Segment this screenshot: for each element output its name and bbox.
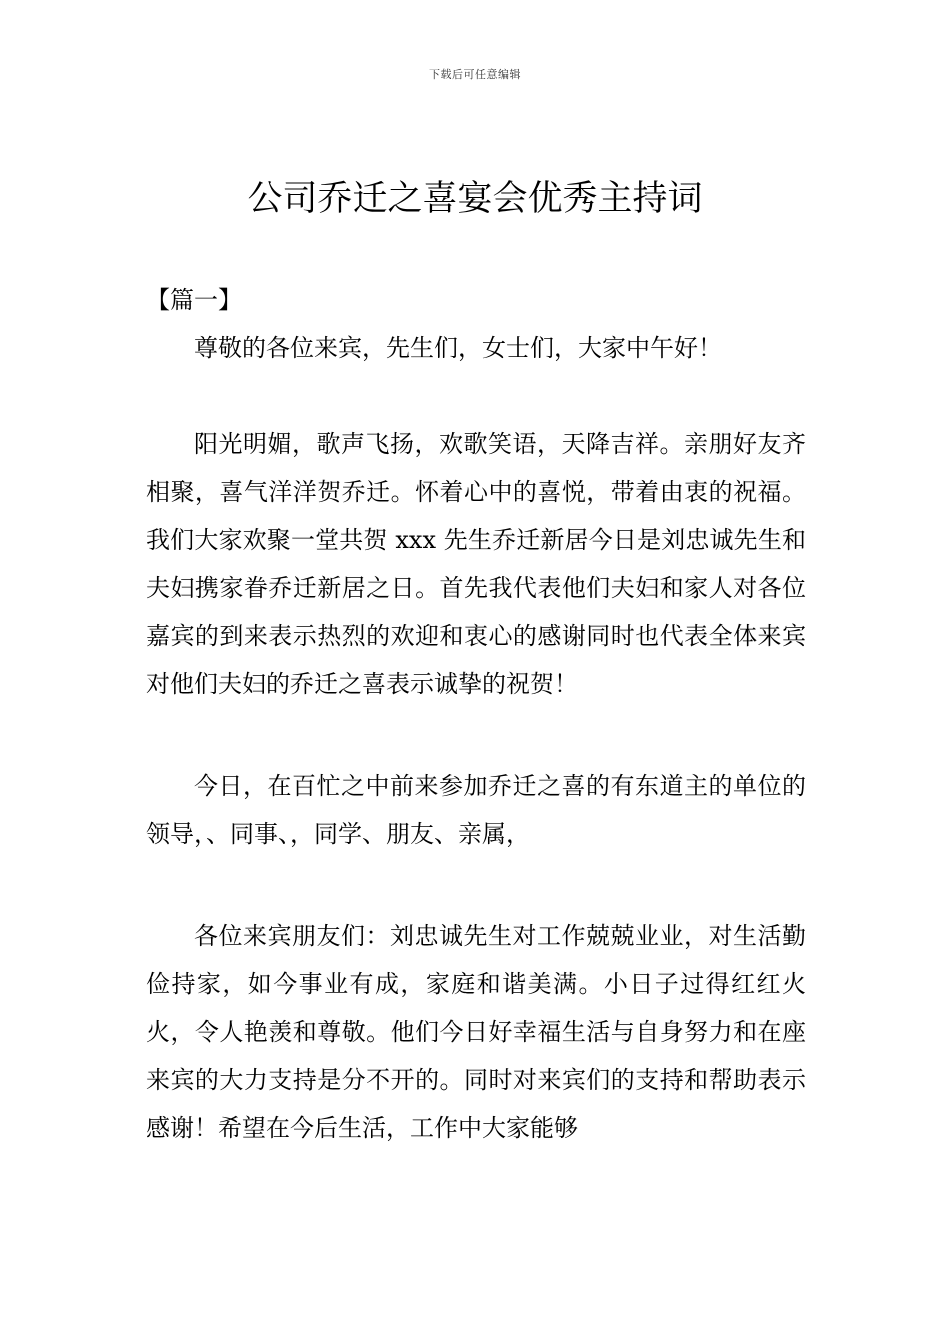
paragraph-attendees: 今日，在百忙之中前来参加乔迁之喜的有东道主的单位的领导，、同事、，同学、朋友、亲属，	[146, 772, 806, 848]
document-body	[146, 276, 806, 1152]
paragraph-greeting: 尊敬的各位来宾，先生们，女士们，大家中午好！	[194, 334, 722, 362]
paragraph-opening: 阳光明媚，歌声飞扬，欢歌笑语，天降吉祥。亲朋好友齐相聚，喜气洋洋贺乔迁。怀着心中的喜悦，带着由衷的祝福。我们大家欢聚一堂共贺 xxx 先生乔迁新居今日是刘忠诚先生和夫妇携家眷乔迁新居之日。首先我代表他们夫妇和家人对各位嘉宾的到来表示热烈的欢迎和衷心的感谢同时也代表全体来宾对他们夫妇的乔迁之喜表示诚挚的祝贺！	[146, 430, 806, 698]
document-title: 公司乔迁之喜宴会优秀主持词	[247, 179, 703, 219]
section-label: 【篇一】	[146, 286, 242, 314]
paragraph-host-praise: 各位来宾朋友们：刘忠诚先生对工作兢兢业业，对生活勤俭持家，如今事业有成，家庭和谐美满。小日子过得红红火火，令人艳羡和尊敬。他们今日好幸福生活与自身努力和在座来宾的大力支持是分不开的。同时对来宾们的支持和帮助表示感谢！希望在今后生活，工作中大家能够	[146, 922, 806, 1142]
header-note: 下载后可任意编辑	[429, 68, 521, 81]
